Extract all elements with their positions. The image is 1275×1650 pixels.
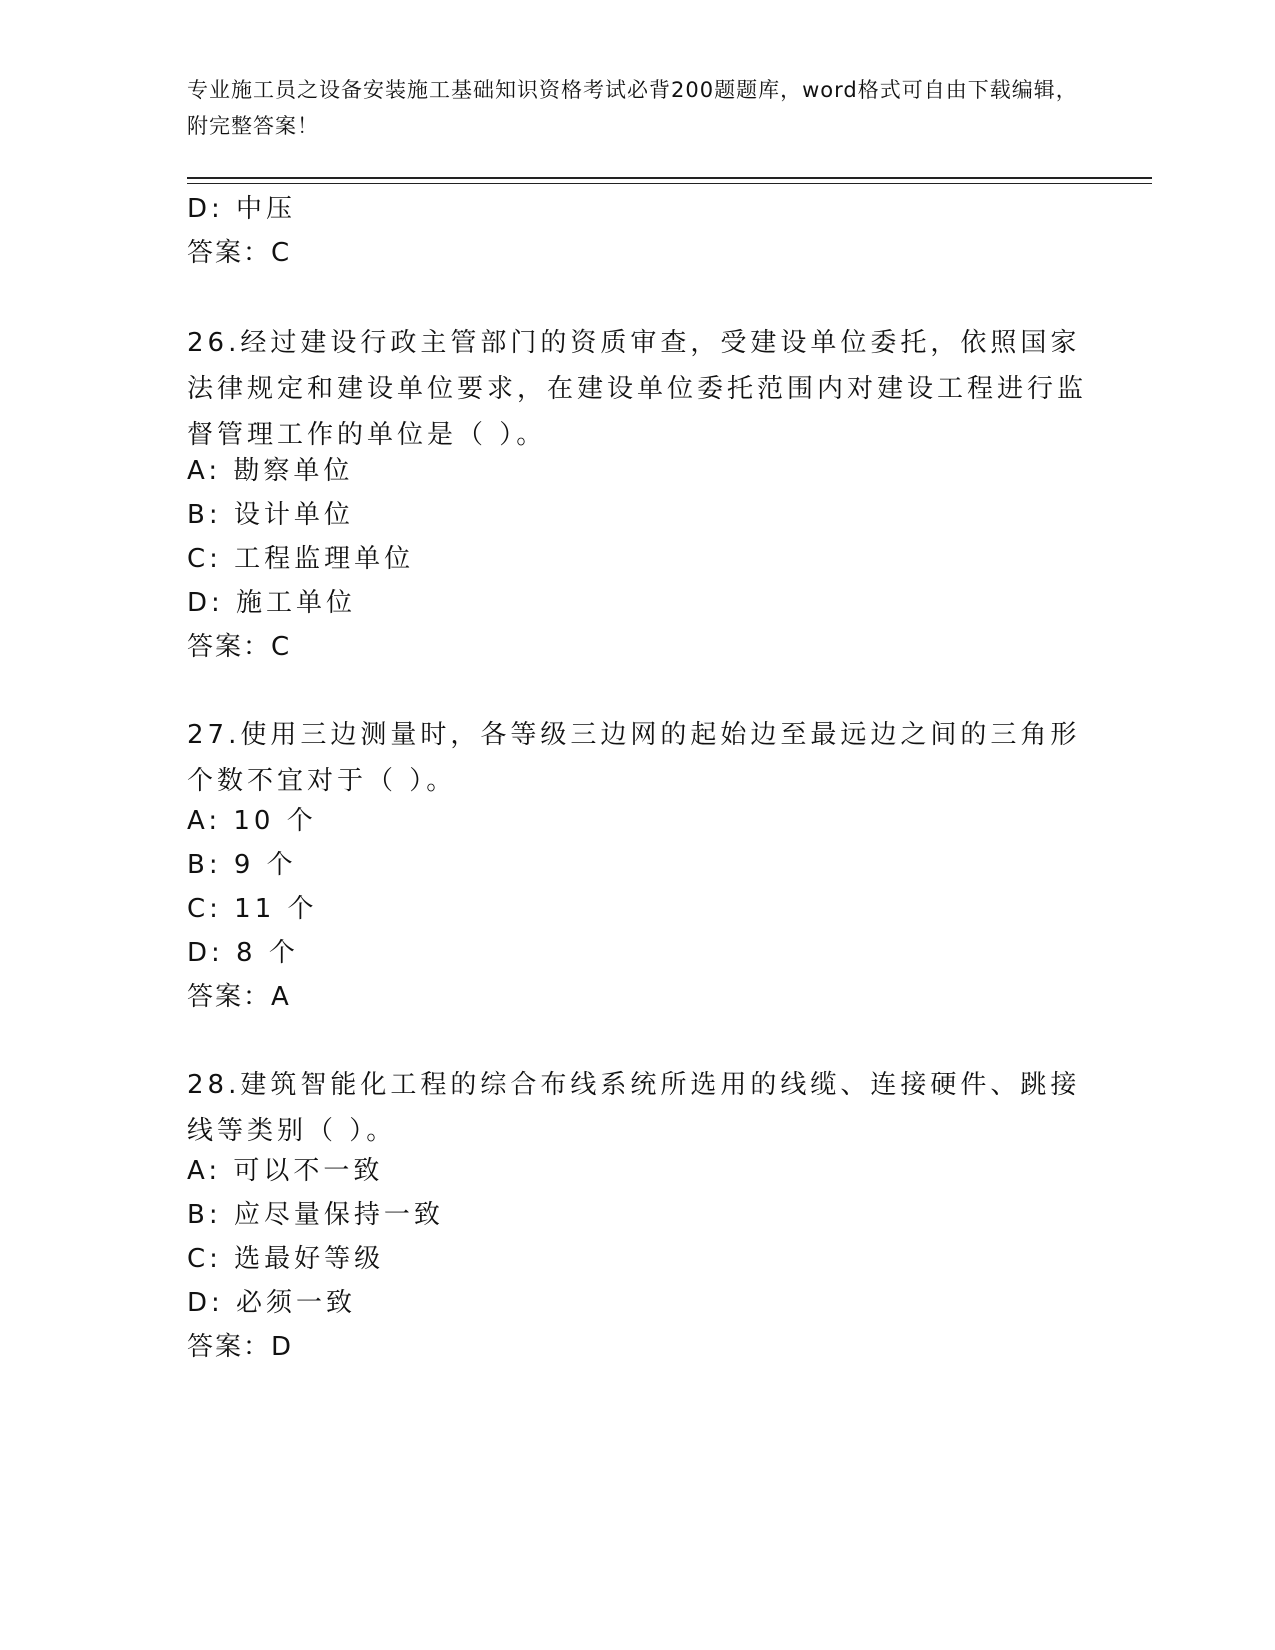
page-header: 专业施工员之设备安装施工基础知识资格考试必背200题题库，word格式可自由下载编辑，附完整答案！ <box>187 78 1078 138</box>
question-27-answer: 答案：A <box>187 982 291 1012</box>
question-26-option-c: C: 工程监理单位 <box>187 544 415 574</box>
question-28-stem: 28.建筑智能化工程的综合布线系统所选用的线缆、连接硬件、跳接线等类别（ ）。 <box>187 1070 1081 1146</box>
prev-answer: 答案：C <box>187 238 292 268</box>
header-rule-thin <box>187 183 1152 184</box>
prev-option-d: D: 中压 <box>187 194 297 224</box>
question-26-option-d: D: 施工单位 <box>187 588 357 618</box>
question-26-option-a: A: 勘察单位 <box>187 456 354 486</box>
question-26-stem: 26.经过建设行政主管部门的资质审查，受建设单位委托，依照国家法律规定和建设单位要求，在建设单位委托范围内对建设工程进行监督管理工作的单位是（ ）。 <box>187 328 1088 450</box>
question-28-option-c: C: 选最好等级 <box>187 1244 385 1274</box>
question-27-option-c: C: 11 个 <box>187 894 318 924</box>
question-28-option-d: D: 必须一致 <box>187 1288 357 1318</box>
question-28-option-b: B: 应尽量保持一致 <box>187 1200 444 1230</box>
question-27-option-b: B: 9 个 <box>187 850 297 880</box>
question-27-option-a: A: 10 个 <box>187 806 317 836</box>
question-26-option-b: B: 设计单位 <box>187 500 354 530</box>
question-26-answer: 答案：C <box>187 632 292 662</box>
question-27-option-d: D: 8 个 <box>187 938 299 968</box>
question-28-answer: 答案：D <box>187 1332 294 1362</box>
question-28-option-a: A: 可以不一致 <box>187 1156 384 1186</box>
header-rule-thick <box>187 177 1152 179</box>
question-27-stem: 27.使用三边测量时，各等级三边网的起始边至最远边之间的三角形个数不宜对于（ ）。 <box>187 720 1081 796</box>
